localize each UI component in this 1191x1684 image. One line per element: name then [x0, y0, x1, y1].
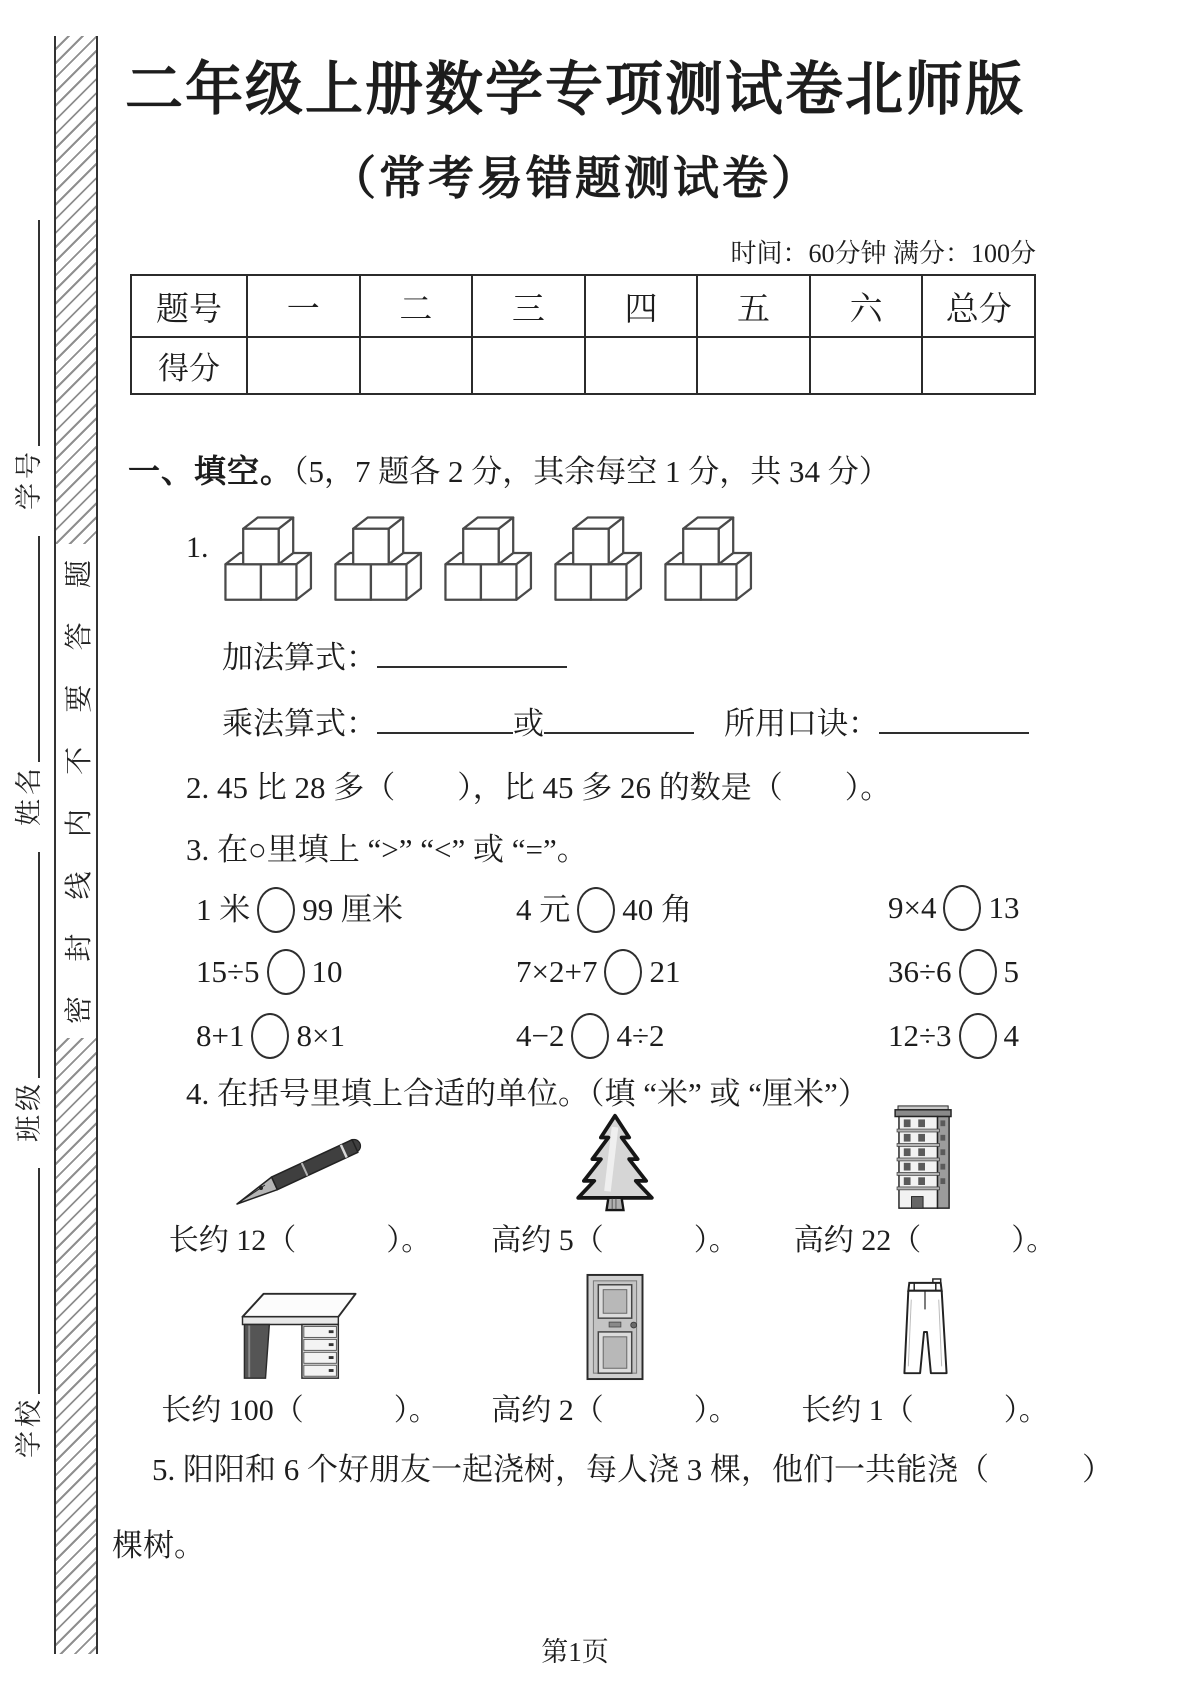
answer-blank: [879, 703, 1029, 734]
student-field-label: 班级: [14, 1080, 44, 1142]
comparison-left-value: 7×2+7: [516, 954, 598, 989]
hatch-pattern-top: [56, 36, 96, 544]
seal-line-text: [57, 544, 97, 1040]
unit-caption: 高约 2（ ）。: [491, 1394, 739, 1427]
score-cell-empty: [697, 337, 810, 394]
unit-image-box: [236, 1270, 364, 1382]
comparison-item: [888, 885, 1026, 931]
unit-items-grid: [150, 1100, 1080, 1432]
page-number: 第1页: [541, 1637, 609, 1667]
comparison-left-value: 4−2: [516, 1018, 565, 1053]
seal-character: 题: [64, 560, 95, 589]
exam-meta: 时间：60分钟 满分：100分: [730, 239, 1036, 268]
tree-image: [571, 1112, 659, 1212]
cube-group-image: [663, 503, 755, 603]
comparison-item: [516, 884, 888, 933]
answer-circle: [251, 1013, 289, 1059]
unit-item: [150, 1100, 450, 1262]
student-field-label: 学校: [14, 1396, 44, 1458]
answer-circle: [943, 885, 981, 931]
student-field-label: 姓名: [14, 764, 44, 826]
seal-character: 答: [64, 622, 95, 651]
comparison-item: [888, 1013, 1026, 1059]
section1-heading: [128, 446, 890, 492]
unit-image-box: [896, 1270, 954, 1382]
unit-caption: 长约 1（ ）。: [801, 1394, 1049, 1427]
comparison-item: [196, 1013, 516, 1059]
score-table-col-header: 六: [810, 275, 923, 337]
unit-image-box: [892, 1100, 958, 1212]
student-info-fields: [4, 190, 46, 1458]
unit-image-box: [584, 1270, 646, 1382]
building-image: [892, 1104, 958, 1212]
question4: 4. 在括号里填上合适的单位。（填 “米” 或 “厘米”）: [186, 1076, 869, 1111]
question1-add-line: [222, 632, 567, 677]
answer-circle: [571, 1013, 609, 1059]
score-table-col-header: 二: [360, 275, 473, 337]
pants-image: [896, 1278, 954, 1382]
add-formula-label: 加法算式：: [222, 640, 377, 675]
score-table-score-row: [131, 337, 1035, 394]
student-field-blank: [32, 536, 40, 762]
score-table-col-header: 四: [585, 275, 698, 337]
unit-image-box: [571, 1100, 659, 1212]
door-image: [584, 1272, 646, 1382]
answer-blank: [377, 703, 513, 734]
comparison-item: [516, 1013, 888, 1059]
comparison-grid: [196, 876, 1026, 1068]
mul-formula-label: 乘法算式：: [222, 706, 377, 741]
answer-blank: [377, 637, 567, 668]
comparison-right-value: 40 角: [622, 891, 692, 927]
paper-subtitle: （常考易错题测试卷）: [330, 153, 820, 204]
answer-circle: [959, 949, 997, 995]
score-cell-empty: [472, 337, 585, 394]
question5-line2: 棵树。: [112, 1528, 205, 1563]
unit-item: [150, 1270, 450, 1432]
answer-circle: [577, 887, 615, 933]
seal-character: 封: [64, 933, 95, 962]
student-field-blank: [32, 1168, 40, 1394]
score-cell-empty: [810, 337, 923, 394]
comparison-right-value: 13: [988, 890, 1020, 925]
question5-line1: 5. 阳阳和 6 个好朋友一起浇树，每人浇 3 棵，他们一共能浇（ ）: [152, 1452, 1113, 1487]
hatch-pattern-bottom: [56, 1038, 96, 1654]
answer-circle: [257, 887, 295, 933]
cube-group-image: [553, 503, 645, 603]
score-table-row-header: 题号: [131, 275, 247, 337]
cube-group-image: [333, 503, 425, 603]
score-table-col-header: 三: [472, 275, 585, 337]
comparison-right-value: 4÷2: [616, 1018, 665, 1053]
unit-caption: 高约 22（ ）。: [793, 1224, 1057, 1257]
seal-character: 线: [64, 871, 95, 900]
unit-item: [450, 1100, 780, 1262]
comparison-left-value: 15÷5: [196, 954, 260, 989]
answer-circle: [959, 1013, 997, 1059]
question1: [186, 503, 755, 603]
unit-caption: 高约 5（ ）。: [491, 1224, 739, 1257]
question1-number: 1.: [186, 531, 209, 564]
comparison-left-value: 36÷6: [888, 954, 952, 989]
unit-caption: 长约 100（ ）。: [161, 1394, 439, 1427]
score-cell-empty: [360, 337, 473, 394]
seal-character: 内: [64, 809, 95, 838]
paper-title: 二年级上册数学专项测试卷北师版: [124, 57, 1025, 122]
comparison-right-value: 5: [1003, 954, 1020, 989]
score-cell-empty: [247, 337, 360, 394]
score-label-cell: 得分: [131, 337, 247, 394]
comparison-item: [196, 884, 516, 933]
comparison-right-value: 8×1: [296, 1018, 345, 1053]
or-label: 或: [513, 706, 544, 741]
comparison-left-value: 4 元: [516, 891, 571, 927]
unit-item: [780, 1270, 1070, 1432]
score-table-header-row: [131, 275, 1035, 337]
comparison-item: [516, 949, 888, 995]
comparison-right-value: 99 厘米: [302, 891, 403, 927]
student-field-blank: [32, 220, 40, 446]
score-cell-empty: [585, 337, 698, 394]
seal-character: 不: [64, 746, 95, 775]
comparison-left-value: 12÷3: [888, 1018, 952, 1053]
answer-circle: [604, 949, 642, 995]
unit-caption: 长约 12（ ）。: [168, 1224, 432, 1257]
section1-score-note: （5，7 题各 2 分，其余每空 1 分，共 34 分）: [293, 454, 890, 489]
question2: 2. 45 比 28 多（ ），比 45 多 26 的数是（ ）。: [186, 770, 892, 805]
answer-circle: [267, 949, 305, 995]
score-table: [130, 274, 1036, 395]
seal-character: 密: [64, 995, 95, 1024]
unit-item: [780, 1100, 1070, 1262]
score-table-col-header: 总分: [922, 275, 1035, 337]
score-table-col-header: 一: [247, 275, 360, 337]
comparison-item: [888, 949, 1026, 995]
cube-group-image: [443, 503, 535, 603]
comparison-left-value: 1 米: [196, 891, 251, 927]
seal-character: 要: [64, 684, 95, 713]
comparison-left-value: 8+1: [196, 1018, 245, 1053]
student-field-label: 学号: [14, 448, 44, 510]
desk-image: [236, 1290, 364, 1382]
comparison-right-value: 21: [649, 954, 681, 989]
student-field-blank: [32, 852, 40, 1078]
question1-mul-line: [222, 698, 1029, 743]
pen-image: [224, 1128, 376, 1212]
comparison-left-value: 9×4: [888, 890, 937, 925]
unit-item: [450, 1270, 780, 1432]
cube-group-image: [223, 503, 315, 603]
comparison-item: [196, 949, 516, 995]
formula-rule-label: 所用口诀：: [724, 706, 879, 741]
score-table-col-header: 五: [697, 275, 810, 337]
question3: 3. 在○里填上 “>” “<” 或 “=”。: [186, 832, 588, 867]
score-cell-empty: [922, 337, 1035, 394]
section1-number: 一、填空。: [128, 453, 294, 489]
answer-blank: [544, 703, 694, 734]
cube-groups: [223, 503, 755, 603]
unit-image-box: [224, 1100, 376, 1212]
comparison-right-value: 10: [311, 954, 343, 989]
comparison-right-value: 4: [1003, 1018, 1020, 1053]
